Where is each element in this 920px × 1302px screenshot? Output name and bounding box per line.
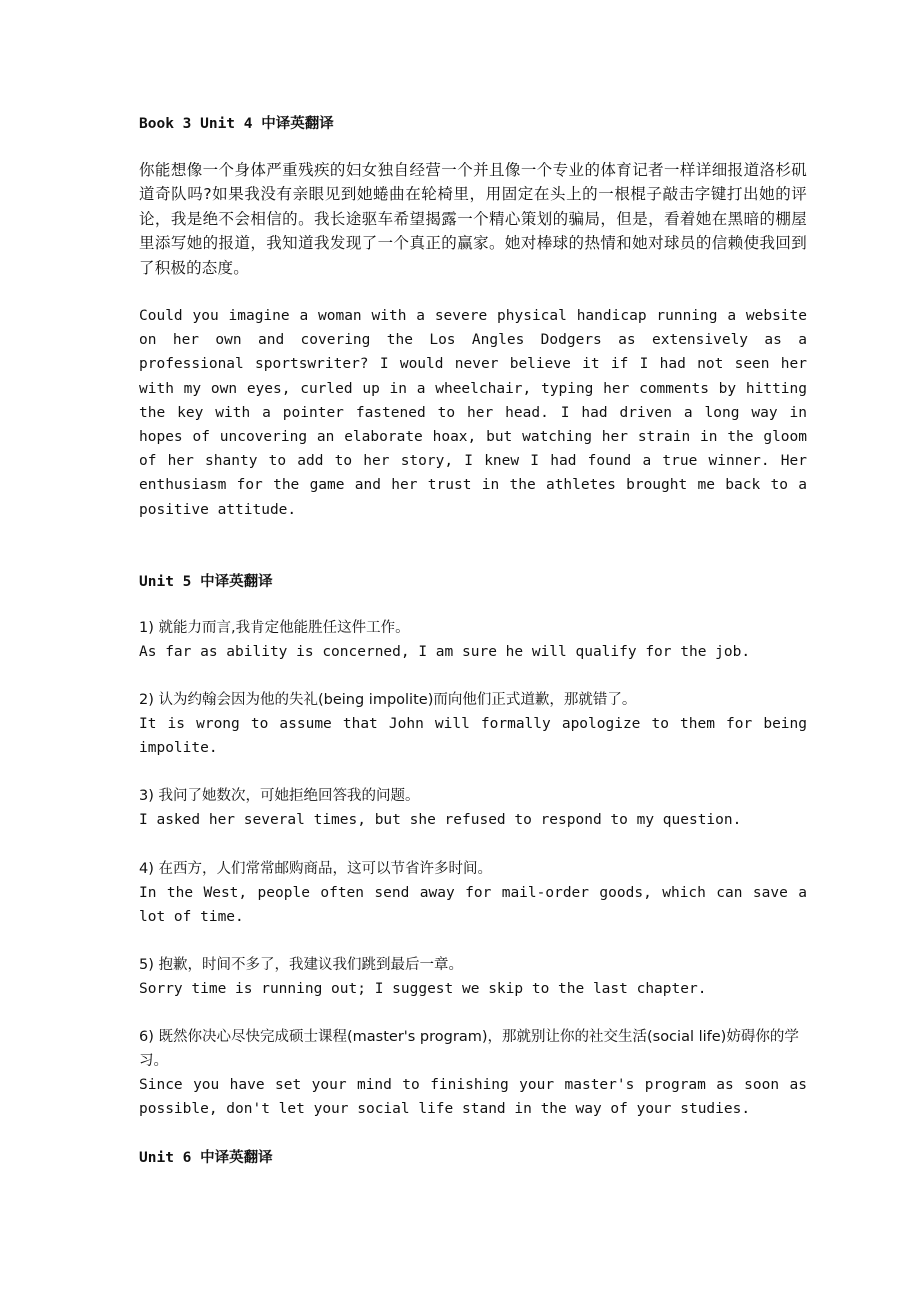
unit5-item-3-english: I asked her several times, but she refused to respond to my question. [139, 812, 742, 829]
unit5-item-4 [139, 857, 807, 929]
unit5-item-5 [139, 953, 807, 1001]
unit5-item-1-chinese: 1) 就能力而言,我肯定他能胜任这件工作。 [139, 619, 410, 636]
unit4-heading: Book 3 Unit 4 中译英翻译 [139, 116, 334, 132]
unit5-item-4-chinese: 4) 在西方，人们常常邮购商品，这可以节省许多时间。 [139, 860, 492, 877]
unit4-chinese-paragraph: 你能想像一个身体严重残疾的妇女独自经营一个并且像一个专业的体育记者一样详细报道洛杉矶道奇队吗?如果我没有亲眼见到她蜷曲在轮椅里，用固定在头上的一根棍子敲击字键打出她的评论，我是绝不会相信的。我长途驱车希望揭露一个精心策划的骗局，但是，看着她在黑暗的棚屋里添写她的报道，我知道我发现了一个真正的赢家。她对棒球的热情和她对球员的信赖使我回到了积极的态度。 [139, 161, 807, 277]
unit5-heading: Unit 5 中译英翻译 [139, 573, 273, 590]
unit5-item-6-chinese: 6) 既然你决心尽快完成硕士课程(master's program)，那就别让你的社交生活(social life)妨碍你的学习。 [139, 1029, 799, 1070]
unit5-item-1 [139, 616, 807, 664]
unit6-heading: Unit 6 中译英翻译 [139, 1149, 273, 1166]
unit5-item-3 [139, 784, 807, 832]
unit5-item-6 [139, 1025, 807, 1121]
unit5-item-2 [139, 688, 807, 760]
unit5-item-6-english: Since you have set your mind to finishing your master's program as soon as possible, don't let your social life stand in the way of your studies. [139, 1077, 807, 1118]
unit5-item-3-chinese: 3) 我问了她数次，可她拒绝回答我的问题。 [139, 788, 420, 805]
unit5-item-5-chinese: 5) 抱歉，时间不多了，我建议我们跳到最后一章。 [139, 957, 463, 974]
unit4-english-paragraph: Could you imagine a woman with a severe physical handicap running a website on her own and covering the Los Angles Dodgers as extensively as a professional sportswriter? I would never believe it if I had not seen her with my own eyes, curled up in a wheelchair, typing her comments by hitting the key with a pointer fastened to her head. I had driven a long way in hopes of uncovering an elaborate hoax, but watching her strain in the gloom of her shanty to add to her story, I knew I had found a true winner. Her enthusiasm for the game and her trust in the athletes brought me back to a positive attitude. [139, 308, 807, 518]
unit5-item-2-chinese: 2) 认为约翰会因为他的失礼(being impolite)而向他们正式道歉，那就错了。 [139, 692, 637, 709]
unit5-item-1-english: As far as ability is concerned, I am sure he will qualify for the job. [139, 643, 751, 660]
document-page [139, 112, 807, 1192]
unit5-item-2-english: It is wrong to assume that John will formally apologize to them for being impolite. [139, 716, 807, 757]
unit5-item-4-english: In the West, people often send away for mail-order goods, which can save a lot of time. [139, 884, 807, 925]
unit5-item-5-english: Sorry time is running out; I suggest we skip to the last chapter. [139, 981, 707, 998]
